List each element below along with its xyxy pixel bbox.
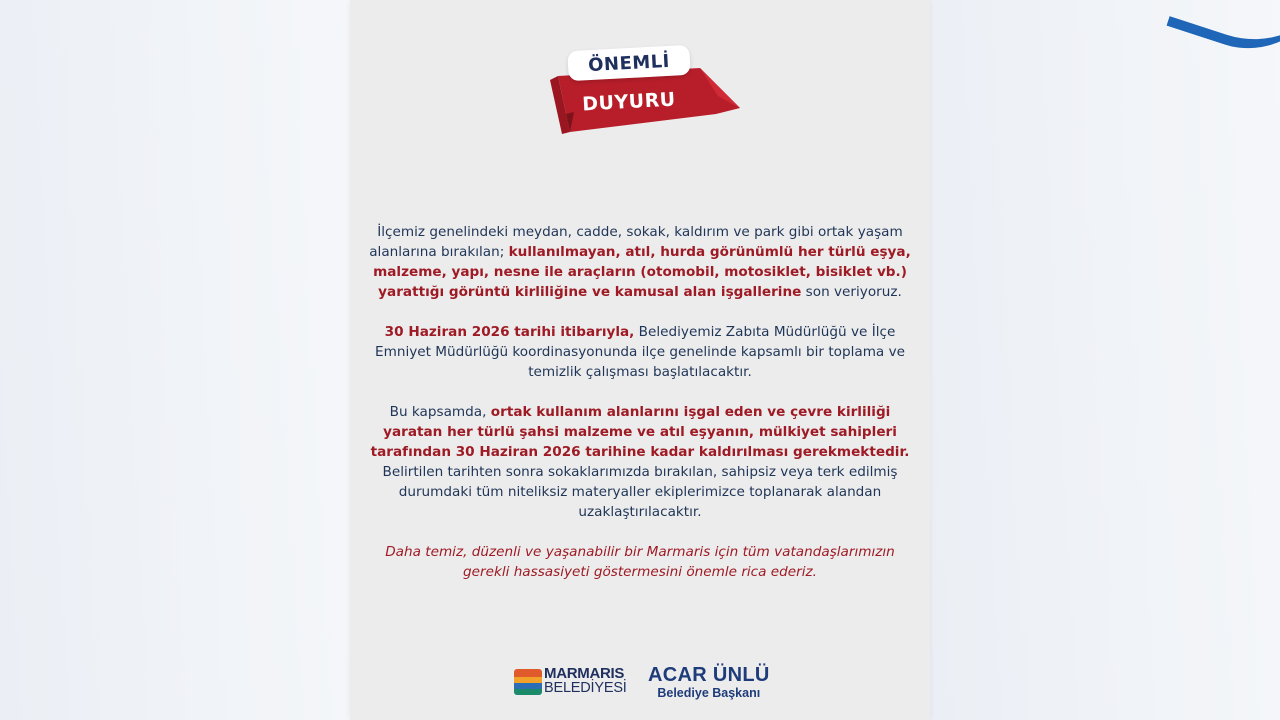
background-right <box>930 0 1280 720</box>
badge-title-bottom: DUYURU <box>581 88 677 116</box>
paragraph-3-highlight: ortak kullanım alanlarını işgal eden ve çevre kirliliği yaratan her türlü şahsi malzeme ve atıl eşyanın, mülkiyet sahipleri tarafından 30 Haziran 2026 tarihine kadar kaldırılması gerekmektedir. <box>370 404 910 460</box>
mayor-name: ACAR ÜNLÜ <box>648 664 770 686</box>
paragraph-1 <box>364 222 916 302</box>
badge-title-top: ÖNEMLİ <box>567 45 690 81</box>
closing-paragraph: Daha temiz, düzenli ve yaşanabilir bir Marmaris için tüm vatandaşlarımızın gerekli hassasiyeti göstermesini önemle rica ederiz. <box>385 544 895 580</box>
announcement-poster <box>350 0 930 720</box>
paragraph-2-text: Belediyemiz Zabıta Müdürlüğü ve İlçe Emniyet Müdürlüğü koordinasyonunda ilçe genelinde kapsamlı bir toplama ve temizlik çalışması başlatılacaktır. <box>375 324 905 380</box>
marmaris-logo-icon <box>514 669 542 695</box>
logo-line-2: BELEDİYESİ <box>544 680 627 696</box>
background-left <box>0 0 350 720</box>
paragraph-1-text-a: İlçemiz genelindeki meydan, cadde, sokak, kaldırım ve park gibi ortak yaşam alanlarına bırakılan; <box>369 224 903 260</box>
paragraph-2 <box>364 322 916 382</box>
paragraph-2-highlight: 30 Haziran 2026 tarihi itibarıyla, <box>384 324 635 340</box>
paragraph-3-text-a: Bu kapsamda, <box>389 404 491 420</box>
municipality-logo-text <box>544 666 627 696</box>
mayor-title: Belediye Başkanı <box>657 686 761 700</box>
announcement-body <box>364 222 916 602</box>
paragraph-3 <box>364 402 916 522</box>
paragraph-1-text-b: son veriyoruz. <box>801 284 902 300</box>
paragraph-1-highlight: kullanılmayan, atıl, hurda görünümlü her türlü eşya, malzeme, yapı, nesne ile araçların (otomobil, motosiklet, bisiklet vb.) yarattığı görüntü kirliliğine ve kamusal alan işgallerine <box>373 244 911 300</box>
logo-line-1: MARMARIS <box>544 665 625 682</box>
footer <box>514 664 774 704</box>
announcement-badge <box>540 36 740 136</box>
mayor-signature <box>648 664 770 700</box>
paragraph-3-text-b: Belirtilen tarihten sonra sokaklarımızda bırakılan, sahipsiz veya terk edilmiş durumdaki tüm niteliksiz materyaller ekiplerimizce toplanarak alandan uzaklaştırılacaktır. <box>382 464 898 520</box>
